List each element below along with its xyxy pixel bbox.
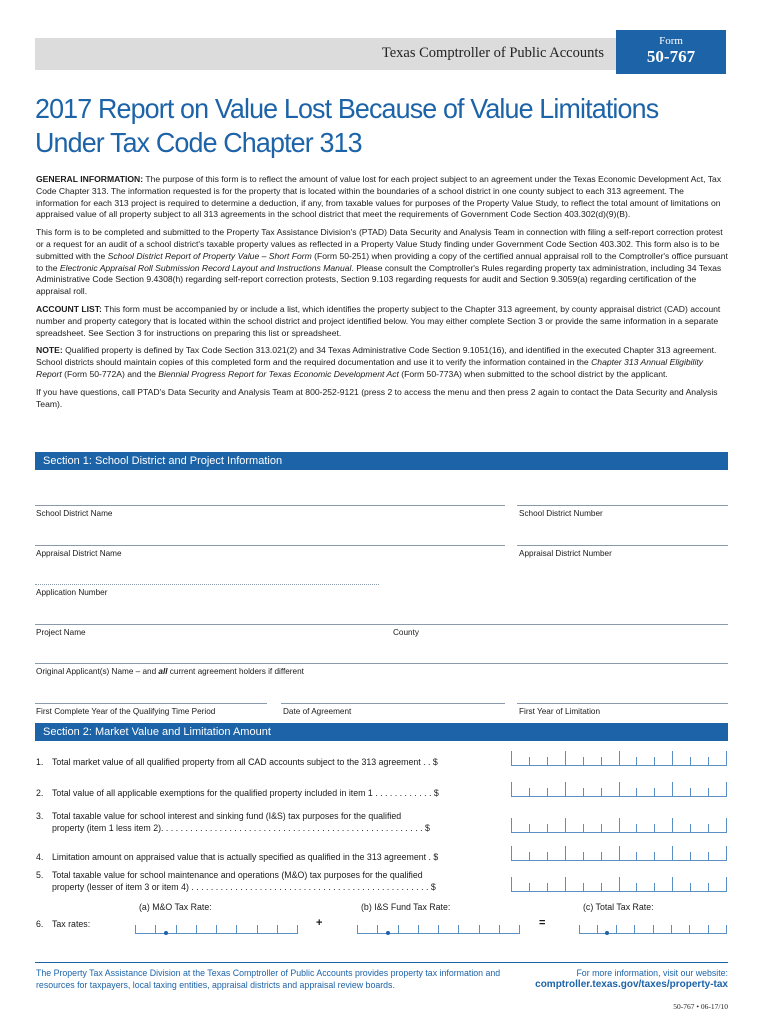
- digit-divider: [708, 824, 709, 832]
- digit-divider: [418, 925, 419, 933]
- item-1-amount-field[interactable]: [511, 748, 727, 766]
- total-rate-label: (c) Total Tax Rate:: [583, 902, 654, 912]
- digit-divider: [529, 824, 530, 832]
- questions-paragraph: If you have questions, call PTAD's Data Security and Analysis Team at 800-252-9121 (press 2 to access the menu and then press 2 again to contact the Data Security and Analysis Team).: [36, 386, 718, 409]
- digit-divider: [726, 751, 727, 765]
- digit-divider: [547, 788, 548, 796]
- equals-sign: =: [539, 917, 546, 929]
- digit-divider: [616, 925, 617, 933]
- digit-divider: [708, 883, 709, 891]
- digit-divider: [708, 757, 709, 765]
- digit-divider: [597, 925, 598, 933]
- intro-text: [36, 174, 728, 416]
- application-number-label: Application Number: [36, 588, 108, 597]
- first-year-limitation-label: First Year of Limitation: [519, 707, 601, 716]
- first-complete-year-field[interactable]: [35, 703, 267, 704]
- digit-divider: [708, 788, 709, 796]
- digit-divider: [672, 751, 673, 765]
- digit-divider: [654, 883, 655, 891]
- digit-divider: [583, 824, 584, 832]
- digit-divider: [636, 883, 637, 891]
- mo-rate-label: (a) M&O Tax Rate:: [139, 902, 212, 912]
- appraisal-district-number-field[interactable]: [517, 545, 728, 546]
- digit-divider: [511, 846, 512, 860]
- date-of-agreement-field[interactable]: [281, 703, 505, 704]
- digit-divider: [529, 852, 530, 860]
- footer-description: The Property Tax Assistance Division at the Texas Comptroller of Public Accounts provides property tax information and resources for taxpayers, local taxing entities, appraisal districts and appraisal review boards.: [36, 968, 501, 990]
- digit-divider: [583, 757, 584, 765]
- item-5: 5. Total taxable value for school maintenance and operations (M&O) tax purposes for the qualified property (lesser of item 3 or item 4) . . . . . . . . . . . . . . . . . . . . . . . . . . . . . . . . . . . . . . . . . . . . . . . . . $: [36, 870, 436, 892]
- section1-header: Section 1: School District and Project Information: [35, 452, 728, 470]
- decimal-point: [164, 931, 168, 935]
- digit-divider: [547, 852, 548, 860]
- decimal-point: [605, 931, 609, 935]
- digit-divider: [277, 925, 278, 933]
- digit-divider: [297, 925, 298, 933]
- digit-divider: [511, 751, 512, 765]
- digit-divider: [601, 883, 602, 891]
- footer-website-lead: For more information, visit our website:: [576, 968, 728, 978]
- digit-divider: [708, 925, 709, 933]
- mo-rate-field[interactable]: [135, 918, 298, 934]
- digit-divider: [519, 925, 520, 933]
- total-rate-field[interactable]: [579, 918, 727, 934]
- school-district-name-label: School District Name: [36, 509, 113, 518]
- digit-divider: [583, 852, 584, 860]
- digit-divider: [619, 818, 620, 832]
- page-title: 2017 Report on Value Lost Because of Value Limitations Under Tax Code Chapter 313: [35, 93, 659, 158]
- application-number-field[interactable]: [35, 584, 379, 585]
- digit-divider: [236, 925, 237, 933]
- plus-sign: +: [316, 917, 323, 929]
- digit-divider: [579, 925, 580, 933]
- digit-divider: [499, 925, 500, 933]
- note-paragraph: NOTE: Qualified property is defined by Tax Code Section 313.021(2) and 34 Texas Administrative Code Section 9.1051(16), and identified in the executed Chapter 313 agreement. School districts should maintain copies of this completed form and the required documentation and use it to verify the information contained in the Chapter 313 Annual Eligibility Report (Form 50-772A) and the Biennial Progress Report for Texas Economic Development Act (Form 50-773A) when submitted to the school district by the applicant.: [36, 345, 717, 379]
- digit-divider: [654, 852, 655, 860]
- digit-divider: [689, 925, 690, 933]
- school-district-number-field[interactable]: [517, 505, 728, 506]
- account-list: ACCOUNT LIST: This form must be accompanied by or include a list, which identifies the property subject to the Chapter 313 agreement, by county appraisal district (CAD) account number and property category that is located within the school district and project identified below. You may either complete Section 3 or provide the same information in a separate spreadsheet. See Section 3 for instructions on preparing this list or spreadsheet.: [36, 303, 721, 338]
- first-year-limitation-field[interactable]: [517, 703, 728, 704]
- digit-divider: [547, 883, 548, 891]
- digit-divider: [726, 846, 727, 860]
- is-rate-label: (b) I&S Fund Tax Rate:: [361, 902, 451, 912]
- digit-divider: [565, 782, 566, 796]
- digit-divider: [672, 846, 673, 860]
- item-3: 3. Total taxable value for school interest and sinking fund (I&S) tax purposes for the qualified property (item 1 less item 2). . . . . . . . . . . . . . . . . . . . . . . . . . . . . . . . . . . . . . . . . . . . . . . . . . . . . . $: [36, 811, 430, 833]
- project-name-field[interactable]: [35, 624, 728, 625]
- digit-divider: [529, 883, 530, 891]
- digit-divider: [726, 782, 727, 796]
- decimal-point: [386, 931, 390, 935]
- digit-divider: [257, 925, 258, 933]
- form-word: Form: [659, 35, 683, 47]
- submission-paragraph: This form is to be completed and submitted to the Property Tax Assistance Division's (PTAD) Data Security and Analysis Team in connection with filing a self-report correction protest or a request for an audit of a school district's taxable property values as reflected in a Property Value Study finding under Government Code Section 403.302. This form also is to be submitted with the School District Report of Property Value – Short Form (Form 50-251) when providing a copy of the certified annual appraisal roll to the Comptroller's office pursuant to the Electronic Appraisal Roll Submission Record Layout and Instructions Manual. Please consult the Comptroller's Rules regarding property tax administration, including 34 Texas Administrative Code Section 9.4308(h) regarding self-report correction protests, Section 9.103 regarding requests for audit and Section 9.3059(a) regarding certification of the appraisal roll.: [36, 227, 728, 297]
- appraisal-district-name-label: Appraisal District Name: [36, 549, 122, 558]
- digit-divider: [565, 818, 566, 832]
- digit-divider: [654, 757, 655, 765]
- date-of-agreement-label: Date of Agreement: [283, 707, 352, 716]
- digit-divider: [690, 883, 691, 891]
- item-6: 6. Tax rates:: [36, 919, 91, 929]
- section2-header: Section 2: Market Value and Limitation Amount: [35, 723, 728, 741]
- digit-divider: [155, 925, 156, 933]
- digit-divider: [654, 788, 655, 796]
- digit-divider: [672, 782, 673, 796]
- digit-divider: [511, 877, 512, 891]
- digit-divider: [619, 782, 620, 796]
- digit-divider: [565, 846, 566, 860]
- digit-divider: [636, 852, 637, 860]
- digit-divider: [671, 925, 672, 933]
- digit-divider: [636, 757, 637, 765]
- agency-name: Texas Comptroller of Public Accounts: [381, 45, 604, 61]
- digit-divider: [690, 757, 691, 765]
- digit-divider: [529, 757, 530, 765]
- footer-website: [535, 967, 728, 991]
- item-4-amount-field[interactable]: [511, 843, 727, 861]
- digit-divider: [529, 788, 530, 796]
- digit-divider: [458, 925, 459, 933]
- digit-divider: [377, 925, 378, 933]
- digit-divider: [196, 925, 197, 933]
- digit-divider: [601, 788, 602, 796]
- digit-divider: [583, 788, 584, 796]
- digit-divider: [619, 751, 620, 765]
- form-number: 50-767: [646, 47, 696, 66]
- digit-divider: [726, 818, 727, 832]
- digit-divider: [176, 925, 177, 933]
- digit-divider: [547, 824, 548, 832]
- digit-divider: [601, 852, 602, 860]
- digit-divider: [636, 824, 637, 832]
- form-revision-code: 50-767 • 06-17/10: [673, 1002, 728, 1011]
- digit-divider: [690, 824, 691, 832]
- digit-divider: [357, 925, 358, 933]
- digit-divider: [511, 818, 512, 832]
- header-bar: [35, 38, 616, 70]
- digit-divider: [479, 925, 480, 933]
- form-number-box: [616, 30, 726, 74]
- digit-divider: [398, 925, 399, 933]
- county-label: County: [393, 628, 419, 637]
- school-district-number-label: School District Number: [519, 509, 603, 518]
- school-district-name-field[interactable]: [35, 505, 505, 506]
- digit-divider: [690, 852, 691, 860]
- item-4: 4. Limitation amount on appraised value that is actually specified as qualified in the 313 agreement . $: [36, 852, 439, 862]
- digit-divider: [547, 757, 548, 765]
- digit-divider: [726, 925, 727, 933]
- first-complete-year-label: First Complete Year of the Qualifying Time Period: [36, 707, 216, 716]
- is-rate-field[interactable]: [357, 918, 520, 934]
- project-name-label: Project Name: [36, 628, 86, 637]
- digit-divider: [672, 818, 673, 832]
- item-3-amount-field[interactable]: [511, 815, 727, 833]
- digit-divider: [438, 925, 439, 933]
- digit-divider: [690, 788, 691, 796]
- digit-divider: [653, 925, 654, 933]
- digit-divider: [135, 925, 136, 933]
- digit-divider: [636, 788, 637, 796]
- appraisal-district-name-field[interactable]: [35, 545, 505, 546]
- digit-divider: [583, 883, 584, 891]
- digit-divider: [619, 877, 620, 891]
- digit-divider: [672, 877, 673, 891]
- digit-divider: [511, 782, 512, 796]
- digit-divider: [654, 824, 655, 832]
- digit-divider: [216, 925, 217, 933]
- digit-divider: [619, 846, 620, 860]
- footer-rule: [35, 962, 728, 963]
- digit-divider: [726, 877, 727, 891]
- original-applicant-field[interactable]: [35, 663, 728, 664]
- item-2: 2. Total value of all applicable exemptions for the qualified property included in item 1 . . . . . . . . . . . . $: [36, 788, 439, 798]
- digit-divider: [601, 757, 602, 765]
- appraisal-district-number-label: Appraisal District Number: [519, 549, 612, 558]
- original-applicant-label: Original Applicant(s) Name – and all current agreement holders if different: [36, 667, 304, 676]
- item-2-amount-field[interactable]: [511, 779, 727, 797]
- digit-divider: [565, 877, 566, 891]
- digit-divider: [708, 852, 709, 860]
- digit-divider: [601, 824, 602, 832]
- website-link[interactable]: comptroller.texas.gov/taxes/property-tax: [535, 979, 728, 990]
- digit-divider: [634, 925, 635, 933]
- general-information: GENERAL INFORMATION: The purpose of this form is to reflect the amount of value lost for each project subject to an agreement under the Texas Economic Development Act, Tax Code Chapter 313. The information requested is for the property that is located within the boundaries of a school district in one county subject to each 313 agreement. The information for each 313 project is required to determine a deduction, if any, from taxable values for purposes of the Property Value Study, to reflect the total amount of limitations on appraised value of all property subject to all 313 agreements in the school district that meet the requirements of Government Code Section 403.302(d)(9)(B).: [36, 174, 722, 220]
- item-1: 1. Total market value of all qualified property from all CAD accounts subject to the 313 agreement . . $: [36, 757, 438, 767]
- item-5-amount-field[interactable]: [511, 874, 727, 892]
- digit-divider: [565, 751, 566, 765]
